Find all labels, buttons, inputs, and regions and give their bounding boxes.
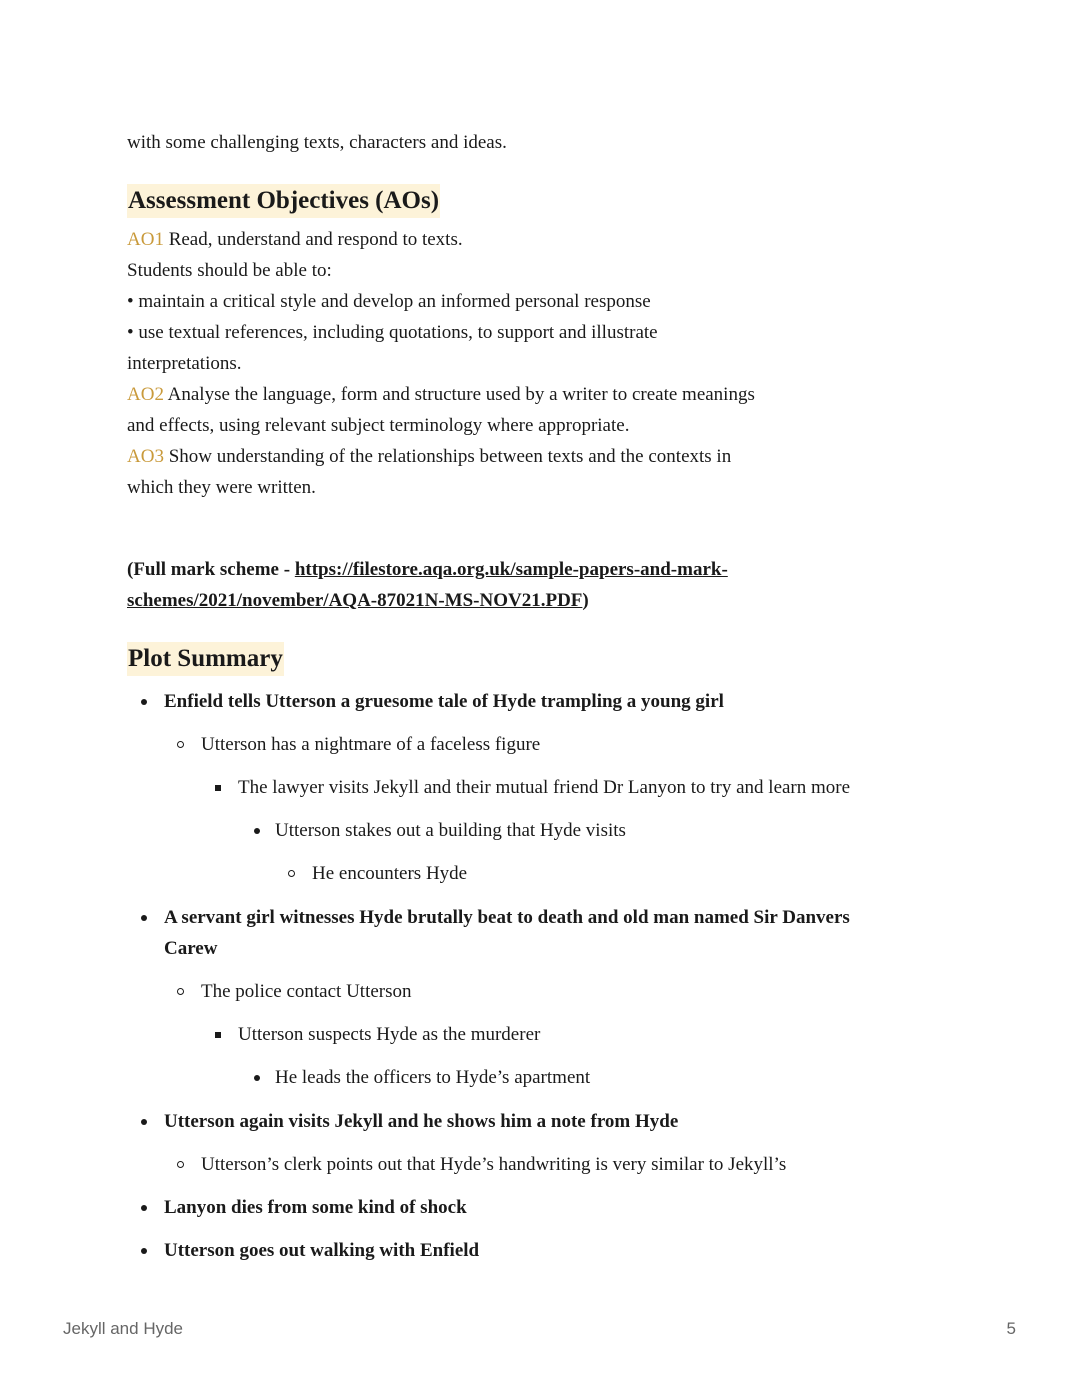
ao2-line-cont: and effects, using relevant subject terminology where appropriate. <box>127 415 630 436</box>
ao3-code: AO3 <box>127 446 164 467</box>
list-item: Lanyon dies from some kind of shock <box>164 1197 467 1218</box>
ao2-line <box>127 379 927 410</box>
list-item: A servant girl witnesses Hyde brutally beat to death and old man named Sir Danvers Carew <box>164 907 850 959</box>
ao2-code: AO2 <box>127 384 164 405</box>
ao3-line <box>127 441 927 472</box>
ao1-code: AO1 <box>127 229 164 250</box>
footer-title: Jekyll and Hyde <box>63 1319 184 1338</box>
list-item: He encounters Hyde <box>312 863 468 884</box>
list-item: He leads the officers to Hyde’s apartment <box>275 1067 591 1088</box>
students-line: Students should be able to: <box>127 260 332 281</box>
page-content <box>127 127 927 1266</box>
list-item: Utterson’s clerk points out that Hyde’s handwriting is very similar to Jekyll’s <box>201 1154 787 1175</box>
list-item: Utterson has a nightmare of a faceless figure <box>201 734 541 755</box>
ao1-bullet-1: • maintain a critical style and develop an informed personal response <box>127 291 651 312</box>
ao1-bullet-2: • use textual references, including quotations, to support and illustrate <box>127 322 658 343</box>
page-number: 5 <box>1006 1319 1016 1338</box>
ao2-text: Analyse the language, form and structure used by a writer to create meanings <box>163 384 755 405</box>
list-item: Utterson goes out walking with Enfield <box>164 1240 480 1261</box>
mark-scheme-line-1 <box>127 554 927 585</box>
ao3-line-cont: which they were written. <box>127 477 316 498</box>
plot-heading: Plot Summary <box>127 642 284 676</box>
ao1-bullet-2-cont: interpretations. <box>127 353 242 374</box>
mark-scheme-link-cont[interactable]: schemes/2021/november/AQA-87021N-MS-NOV21.PDF <box>127 590 583 611</box>
intro-tail: with some challenging texts, characters and ideas. <box>127 132 507 153</box>
mark-scheme-line-2 <box>127 585 927 616</box>
ao3-text: Show understanding of the relationships between texts and the contexts in <box>163 446 732 467</box>
mark-scheme-suffix: ) <box>582 590 589 611</box>
ao-heading: Assessment Objectives (AOs) <box>127 184 440 218</box>
list-item: The lawyer visits Jekyll and their mutual friend Dr Lanyon to try and learn more <box>238 777 851 798</box>
mark-scheme-link[interactable]: https://filestore.aqa.org.uk/sample-papers-and-mark- <box>294 559 728 580</box>
list-item: Utterson stakes out a building that Hyde visits <box>275 820 626 841</box>
ao1-text: Read, understand and respond to texts. <box>163 229 463 250</box>
list-item: Utterson again visits Jekyll and he shows him a note from Hyde <box>164 1111 679 1132</box>
list-item: The police contact Utterson <box>201 981 412 1002</box>
list-item: Enfield tells Utterson a gruesome tale of Hyde trampling a young girl <box>164 691 724 712</box>
ao1-line <box>127 224 927 255</box>
mark-scheme-prefix: (Full mark scheme - <box>127 559 295 580</box>
list-item: Utterson suspects Hyde as the murderer <box>238 1024 541 1045</box>
